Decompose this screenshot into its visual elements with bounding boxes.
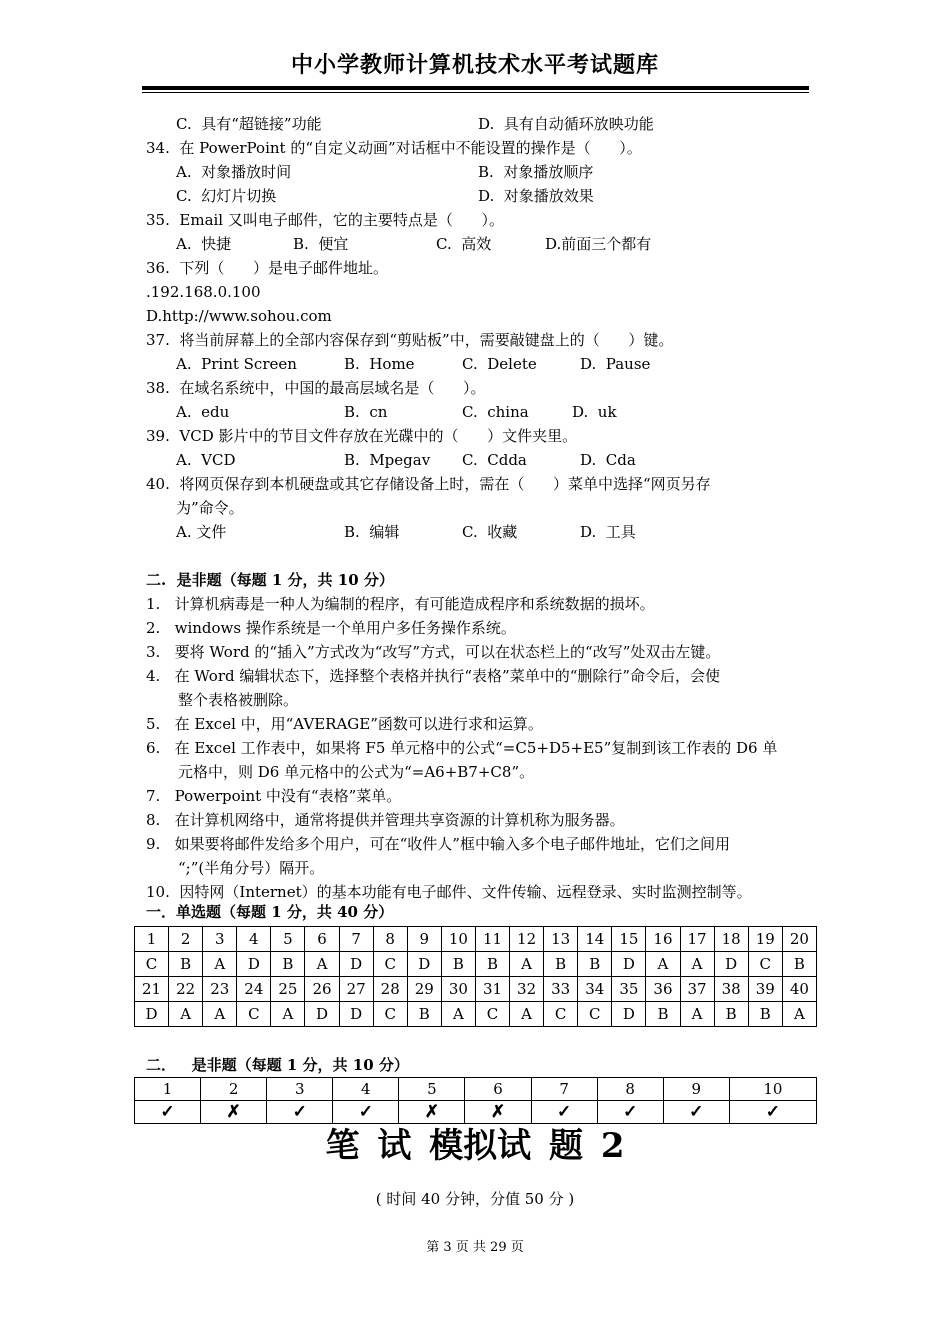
question-number-cell: 10 [441, 927, 475, 952]
answer-cell: D [612, 952, 646, 977]
text-line: 整个表格被删除。 [178, 691, 299, 709]
text-line: 二． 是非题（每题 1 分，共 10 分） [146, 1056, 409, 1074]
table-row [135, 952, 817, 977]
text-line: B. 对象播放顺序 [478, 163, 594, 181]
check-mark-icon: ✓ [663, 1101, 729, 1124]
question-number-cell: 2 [169, 927, 203, 952]
answer-cell: A [510, 1002, 544, 1027]
text-line: .192.168.0.100 [146, 283, 261, 301]
check-mark-icon: ✓ [729, 1101, 816, 1124]
answer-cell: B [646, 1002, 680, 1027]
text-line: 2. windows 操作系统是一个单用户多任务操作系统。 [146, 619, 516, 637]
question-number-cell: 10 [729, 1078, 816, 1101]
answer-cell: A [203, 1002, 237, 1027]
question-number-cell: 35 [612, 977, 646, 1002]
question-number-cell: 16 [646, 927, 680, 952]
text-line: 10. 因特网（Internet）的基本功能有电子邮件、文件传输、远程登录、实时监测控制等。 [146, 883, 752, 901]
question-number-cell: 39 [748, 977, 782, 1002]
cross-mark-icon: ✗ [201, 1101, 267, 1124]
text-line: 36. 下列（ ）是电子邮件地址。 [146, 259, 389, 277]
question-number-cell: 15 [612, 927, 646, 952]
answer-cell: B [578, 952, 612, 977]
table-row [135, 1078, 817, 1101]
text-line: 元格中，则 D6 单元格中的公式为“=A6+B7+C8”。 [178, 763, 535, 781]
text-line: C. china [462, 403, 529, 421]
text-line: A. 对象播放时间 [176, 163, 292, 181]
single-choice-answer-table [134, 926, 817, 1027]
answer-cell: B [782, 952, 816, 977]
table-row [135, 927, 817, 952]
answer-cell: D [612, 1002, 646, 1027]
question-number-cell: 38 [714, 977, 748, 1002]
answer-cell: D [339, 952, 373, 977]
text-line: 35. Email 又叫电子邮件，它的主要特点是（ ）。 [146, 211, 504, 229]
question-number-cell: 34 [578, 977, 612, 1002]
question-number-cell: 33 [544, 977, 578, 1002]
question-number-cell: 3 [203, 927, 237, 952]
answer-cell: A [271, 1002, 305, 1027]
answer-cell: D [135, 1002, 169, 1027]
question-number-cell: 31 [475, 977, 509, 1002]
text-line: 6. 在 Excel 工作表中，如果将 F5 单元格中的公式“=C5+D5+E5”复制到该工作表的 D6 单 [146, 739, 778, 757]
question-number-cell: 37 [680, 977, 714, 1002]
question-number-cell: 2 [201, 1078, 267, 1101]
answer-cell: B [441, 952, 475, 977]
text-line: 34. 在 PowerPoint 的“自定义动画”对话框中不能设置的操作是（ ）。 [146, 139, 642, 157]
cross-mark-icon: ✗ [399, 1101, 465, 1124]
question-number-cell: 19 [748, 927, 782, 952]
answer-cell: C [578, 1002, 612, 1027]
question-number-cell: 7 [339, 927, 373, 952]
text-line: A. Print Screen [176, 355, 297, 373]
question-number-cell: 6 [465, 1078, 531, 1101]
text-line: A. 快捷 [176, 235, 232, 253]
true-false-answer-table [134, 1077, 817, 1124]
text-line: B. Home [344, 355, 415, 373]
text-line: D. Pause [580, 355, 651, 373]
question-number-cell: 8 [597, 1078, 663, 1101]
text-line: B. 便宜 [293, 235, 349, 253]
text-line: B. 编辑 [344, 523, 400, 541]
answer-cell: A [782, 1002, 816, 1027]
answer-cell: B [169, 952, 203, 977]
question-number-cell: 12 [510, 927, 544, 952]
text-line: D. 工具 [580, 523, 636, 541]
question-number-cell: 3 [267, 1078, 333, 1101]
answer-cell: A [646, 952, 680, 977]
answer-cell: A [680, 1002, 714, 1027]
text-line: 38. 在域名系统中，中国的最高层域名是（ ）。 [146, 379, 486, 397]
answer-cell: D [339, 1002, 373, 1027]
text-line: C. Cdda [462, 451, 527, 469]
text-line: A. edu [176, 403, 230, 421]
question-number-cell: 22 [169, 977, 203, 1002]
question-number-cell: 29 [407, 977, 441, 1002]
header-rule-thick [142, 86, 809, 90]
question-number-cell: 30 [441, 977, 475, 1002]
question-number-cell: 4 [333, 1078, 399, 1101]
answer-cell: A [680, 952, 714, 977]
question-number-cell: 9 [407, 927, 441, 952]
question-number-cell: 4 [237, 927, 271, 952]
question-number-cell: 11 [475, 927, 509, 952]
answer-cell: D [714, 952, 748, 977]
text-line: 一．单选题（每题 1 分，共 40 分） [146, 903, 394, 921]
text-line: C. 具有“超链接”功能 [176, 115, 322, 133]
cross-mark-icon: ✗ [465, 1101, 531, 1124]
check-mark-icon: ✓ [597, 1101, 663, 1124]
question-number-cell: 1 [135, 1078, 201, 1101]
question-number-cell: 5 [399, 1078, 465, 1101]
answer-cell: C [135, 952, 169, 977]
answer-cell: C [373, 952, 407, 977]
text-line: 9. 如果要将邮件发给多个用户，可在“收件人”框中输入多个电子邮件地址，它们之间用 [146, 835, 730, 853]
answer-cell: A [510, 952, 544, 977]
answer-cell: B [475, 952, 509, 977]
text-line: C. 幻灯片切换 [176, 187, 277, 205]
exam-title: 笔 试 模拟试 题 2 [325, 1126, 625, 1166]
page-header-title: 中小学教师计算机技术水平考试题库 [290, 52, 659, 78]
question-number-cell: 25 [271, 977, 305, 1002]
question-number-cell: 6 [305, 927, 339, 952]
question-number-cell: 24 [237, 977, 271, 1002]
answer-cell: C [748, 952, 782, 977]
question-number-cell: 21 [135, 977, 169, 1002]
answer-cell: B [748, 1002, 782, 1027]
check-mark-icon: ✓ [267, 1101, 333, 1124]
answer-cell: A [441, 1002, 475, 1027]
text-line: D. Cda [580, 451, 636, 469]
text-line: 39. VCD 影片中的节目文件存放在光碟中的（ ）文件夹里。 [146, 427, 578, 445]
answer-cell: D [407, 952, 441, 977]
answer-cell: C [373, 1002, 407, 1027]
question-number-cell: 5 [271, 927, 305, 952]
answer-cell: C [237, 1002, 271, 1027]
text-line: C. 高效 [436, 235, 492, 253]
question-number-cell: 20 [782, 927, 816, 952]
answer-cell: C [544, 1002, 578, 1027]
check-mark-icon: ✓ [333, 1101, 399, 1124]
question-number-cell: 9 [663, 1078, 729, 1101]
question-number-cell: 1 [135, 927, 169, 952]
text-line: D. 具有自动循环放映功能 [478, 115, 654, 133]
text-line: 8. 在计算机网络中，通常将提供并管理共享资源的计算机称为服务器。 [146, 811, 625, 829]
question-number-cell: 7 [531, 1078, 597, 1101]
answer-cell: D [237, 952, 271, 977]
text-line: D. 对象播放效果 [478, 187, 594, 205]
answer-cell: D [305, 1002, 339, 1027]
question-number-cell: 8 [373, 927, 407, 952]
answer-cell: B [544, 952, 578, 977]
text-line: A. 文件 [176, 523, 227, 541]
table-row [135, 1002, 817, 1027]
text-line: 7. Powerpoint 中没有“表格”菜单。 [146, 787, 402, 805]
answer-cell: A [169, 1002, 203, 1027]
text-line: 3. 要将 Word 的“插入”方式改为“改写”方式，可以在状态栏上的“改写”处双击左键。 [146, 643, 721, 661]
answer-cell: B [407, 1002, 441, 1027]
question-number-cell: 14 [578, 927, 612, 952]
question-number-cell: 26 [305, 977, 339, 1002]
answer-cell: B [271, 952, 305, 977]
text-line: D.前面三个都有 [545, 235, 652, 253]
check-mark-icon: ✓ [135, 1101, 201, 1124]
header-rule-thin [142, 92, 809, 93]
text-line: 1. 计算机病毒是一种人为编制的程序，有可能造成程序和系统数据的损坏。 [146, 595, 655, 613]
text-line: “;”(半角分号）隔开。 [178, 859, 325, 877]
question-number-cell: 23 [203, 977, 237, 1002]
question-number-cell: 40 [782, 977, 816, 1002]
question-number-cell: 28 [373, 977, 407, 1002]
text-line: 37. 将当前屏幕上的全部内容保存到“剪贴板”中，需要敲键盘上的（ ）键。 [146, 331, 674, 349]
question-number-cell: 17 [680, 927, 714, 952]
text-line: B. cn [344, 403, 388, 421]
text-line: D.http://www.sohou.com [146, 307, 332, 325]
text-line: 4. 在 Word 编辑状态下，选择整个表格并执行“表格”菜单中的“删除行”命令后，会使 [146, 667, 721, 685]
page-footer: 第 3 页 共 29 页 [426, 1240, 524, 1255]
text-line: 二. 是非题（每题 1 分，共 10 分） [146, 571, 394, 589]
text-line: D. uk [572, 403, 617, 421]
question-number-cell: 27 [339, 977, 373, 1002]
text-line: B. Mpegav [344, 451, 431, 469]
answer-cell: C [475, 1002, 509, 1027]
check-mark-icon: ✓ [531, 1101, 597, 1124]
question-number-cell: 32 [510, 977, 544, 1002]
question-number-cell: 36 [646, 977, 680, 1002]
question-number-cell: 18 [714, 927, 748, 952]
answer-cell: B [714, 1002, 748, 1027]
text-line: C. Delete [462, 355, 537, 373]
question-number-cell: 13 [544, 927, 578, 952]
table-row [135, 977, 817, 1002]
text-line: 5. 在 Excel 中，用“AVERAGE”函数可以进行求和运算。 [146, 715, 543, 733]
exam-subtitle: ( 时间 40 分钟，分值 50 分 ) [375, 1190, 575, 1208]
answer-cell: A [305, 952, 339, 977]
text-line: C. 收藏 [462, 523, 518, 541]
text-line: A. VCD [176, 451, 236, 469]
answer-cell: A [203, 952, 237, 977]
text-line: 40. 将网页保存到本机硬盘或其它存储设备上时，需在（ ）菜单中选择“网页另存 [146, 475, 711, 493]
text-line: 为”命令。 [176, 499, 244, 517]
